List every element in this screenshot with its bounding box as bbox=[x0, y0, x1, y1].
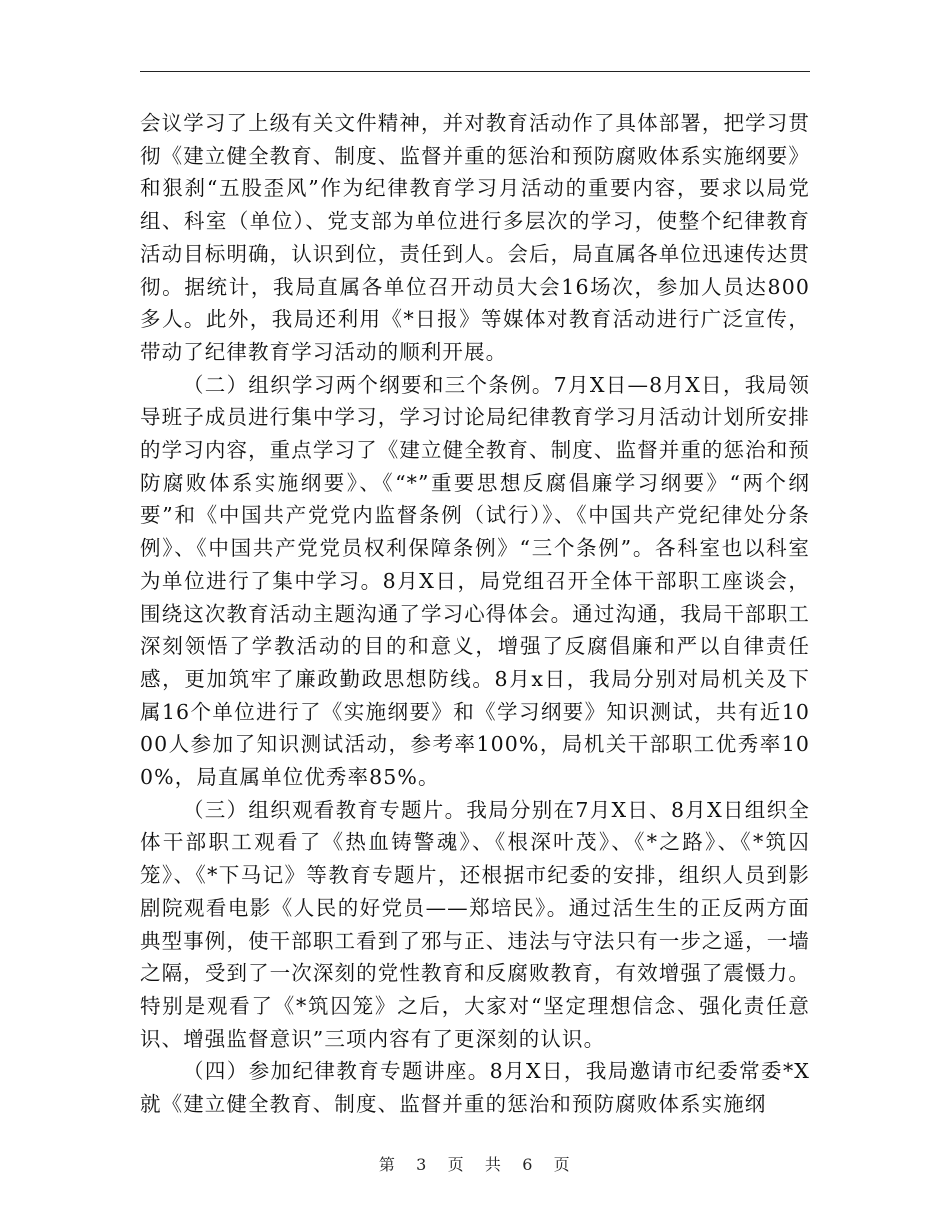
header-rule bbox=[140, 71, 810, 72]
footer-total-label: 共 bbox=[484, 1155, 503, 1174]
body-text bbox=[140, 107, 810, 1121]
footer-page-label: 页 bbox=[447, 1155, 466, 1174]
paragraph-continuation: 会议学习了上级有关文件精神，并对教育活动作了具体部署，把学习贯彻《建立健全教育、制度、监督并重的惩治和预防腐败体系实施纲要》和狠刹“五股歪风”作为纪律教育学习月活动的重要内容，要求以局党组、科室（单位）、党支部为单位进行多层次的学习，使整个纪律教育活动目标明确，认识到位，责任到人。会后，局直属各单位迅速传达贯彻。据统计，我局直属各单位召开动员大会16场次，参加人员达800多人。此外，我局还利用《*日报》等媒体对教育活动进行广泛宣传，带动了纪律教育学习活动的顺利开展。 bbox=[140, 111, 810, 364]
footer-prefix: 第 bbox=[378, 1155, 397, 1174]
footer-suffix: 页 bbox=[553, 1155, 572, 1174]
paragraph-section-2: （二）组织学习两个纲要和三个条例。7月X日—8月X日，我局领导班子成员进行集中学习，学习讨论局纪律教育学习月活动计划所安排的学习内容，重点学习了《建立健全教育、制度、监督并重的惩治和预防腐败体系实施纲要》、《“*”重要思想反腐倡廉学习纲要》“两个纲要”和《中国共产党党内监督条例（试行）》、《中国共产党纪律处分条例》、《中国共产党党员权利保障条例》“三个条例”。各科室也以科室为单位进行了集中学习。8月X日，局党组召开全体干部职工座谈会，围绕这次教育活动主题沟通了学习心得体会。通过沟通，我局干部职工深刻领悟了学教活动的目的和意义，增强了反腐倡廉和严以自律责任感，更加筑牢了廉政勤政思想防线。8月x日，我局分别对局机关及下属16个单位进行了《实施纲要》和《学习纲要》知识测试，共有近1000人参加了知识测试活动，参考率100%，局机关干部职工优秀率100%，局直属单位优秀率85%。 bbox=[140, 372, 810, 790]
page-footer bbox=[0, 1152, 950, 1175]
footer-total-pages: 6 bbox=[522, 1155, 534, 1174]
paragraph-section-4: （四）参加纪律教育专题讲座。8月X日，我局邀请市纪委常委*X就《建立健全教育、制度、监督并重的惩治和预防腐败体系实施纲 bbox=[140, 1059, 810, 1117]
footer-current-page: 3 bbox=[416, 1155, 428, 1174]
paragraph-section-3: （三）组织观看教育专题片。我局分别在7月X日、8月X日组织全体干部职工观看了《热血铸警魂》、《根深叶茂》、《*之路》、《*筑囚笼》、《*下马记》等教育专题片，还根据市纪委的安排，组织人员到影剧院观看电影《人民的好党员——郑培民》。通过活生生的正反两方面典型事例，使干部职工看到了邪与正、违法与守法只有一步之遥，一墙之隔，受到了一次深刻的党性教育和反腐败教育，有效增强了震慑力。特别是观看了《*筑囚笼》之后，大家对“坚定理想信念、强化责任意识、增强监督意识”三项内容有了更深刻的认识。 bbox=[140, 797, 810, 1051]
